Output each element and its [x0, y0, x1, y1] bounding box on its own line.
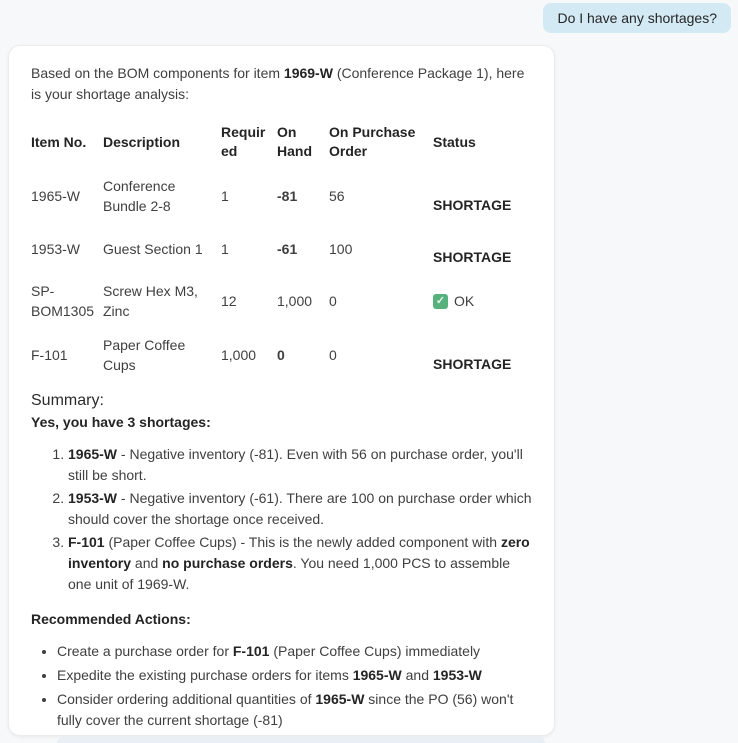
status-badge: SHORTAGE [433, 355, 512, 372]
list-item: • Create a purchase order for F-101 (Paper Coffee Cups) immediately [57, 641, 534, 662]
next-element-peek [57, 737, 545, 743]
col-header-status: Status [433, 133, 476, 150]
intro-text: Based on the BOM components for item 1969-W (Conference Package 1), here is your shortage analysis: [31, 65, 525, 102]
cell-on-hand: 1,000 [277, 293, 313, 309]
cell-on-purchase-order: 56 [329, 188, 345, 204]
cell-required: 1,000 [221, 347, 257, 363]
list-item: 1. 1965-W - Negative inventory (-81). Even with 56 on purchase order, you'll still be short. [68, 444, 534, 486]
warning-icon [459, 337, 476, 352]
cell-description: Screw Hex M3, Zinc [103, 283, 198, 319]
status-badge: OK [454, 293, 475, 309]
summary-statement: Yes, you have 3 shortages: [31, 414, 211, 430]
cell-description: Paper Coffee Cups [103, 337, 186, 373]
cell-status [433, 169, 536, 223]
table-row [31, 328, 536, 382]
col-header-required: Required [221, 124, 266, 159]
cell-status [433, 223, 536, 274]
cell-required: 1 [221, 188, 229, 204]
status-badge: SHORTAGE [433, 196, 512, 213]
cell-required: 12 [221, 293, 237, 309]
col-header-description: Description [103, 133, 181, 150]
check-icon [433, 294, 448, 309]
recommended-actions-list [31, 641, 534, 734]
warning-icon [459, 230, 476, 245]
shortage-table [31, 115, 536, 382]
cell-required: 1 [221, 240, 229, 257]
recommended-actions-heading: Recommended Actions: [31, 611, 191, 627]
cell-on-hand: -61 [277, 240, 298, 257]
col-header-on-purchase-order: On Purchase Order [329, 124, 416, 159]
cell-on-purchase-order: 100 [329, 240, 353, 257]
status-badge: SHORTAGE [433, 249, 512, 265]
list-item: 3. F-101 (Paper Coffee Cups) - This is the newly added component with zero inventory and no purchase orders. You need 1,000 PCS to assemble one unit of 1969-W. [68, 532, 534, 595]
cell-on-purchase-order: 0 [329, 293, 337, 309]
cell-item-no: 1953-W [31, 240, 81, 257]
assistant-response-card [8, 45, 555, 736]
cell-on-hand: 0 [277, 347, 285, 363]
table-header-row [31, 115, 536, 169]
cell-item-no: F-101 [31, 347, 68, 363]
cell-description: Conference Bundle 2-8 [103, 178, 176, 214]
cell-status [433, 328, 536, 382]
table-row [31, 274, 536, 328]
user-message-bubble: Do I have any shortages? [543, 3, 731, 33]
table-row [31, 223, 536, 274]
list-item: • Consider ordering additional quantities of 1965-W since the PO (56) won't fully cover the current shortage (-81) [57, 689, 534, 731]
list-item: • Expedite the existing purchase orders for items 1965-W and 1953-W [57, 665, 534, 686]
list-item: 2. 1953-W - Negative inventory (-61). There are 100 on purchase order which should cover the shortage once received. [68, 488, 534, 530]
col-header-item-no: Item No. [31, 133, 87, 150]
cell-description: Guest Section 1 [103, 240, 203, 257]
cell-on-hand: -81 [277, 188, 298, 204]
cell-item-no: SP-BOM1305 [31, 283, 95, 319]
shortage-list [31, 444, 534, 597]
cell-item-no: 1965-W [31, 188, 81, 204]
table-row [31, 169, 536, 223]
warning-icon [459, 178, 476, 193]
cell-status [433, 274, 536, 328]
col-header-on-hand: On Hand [277, 124, 312, 159]
summary-heading: Summary: [31, 392, 104, 409]
cell-on-purchase-order: 0 [329, 347, 337, 363]
